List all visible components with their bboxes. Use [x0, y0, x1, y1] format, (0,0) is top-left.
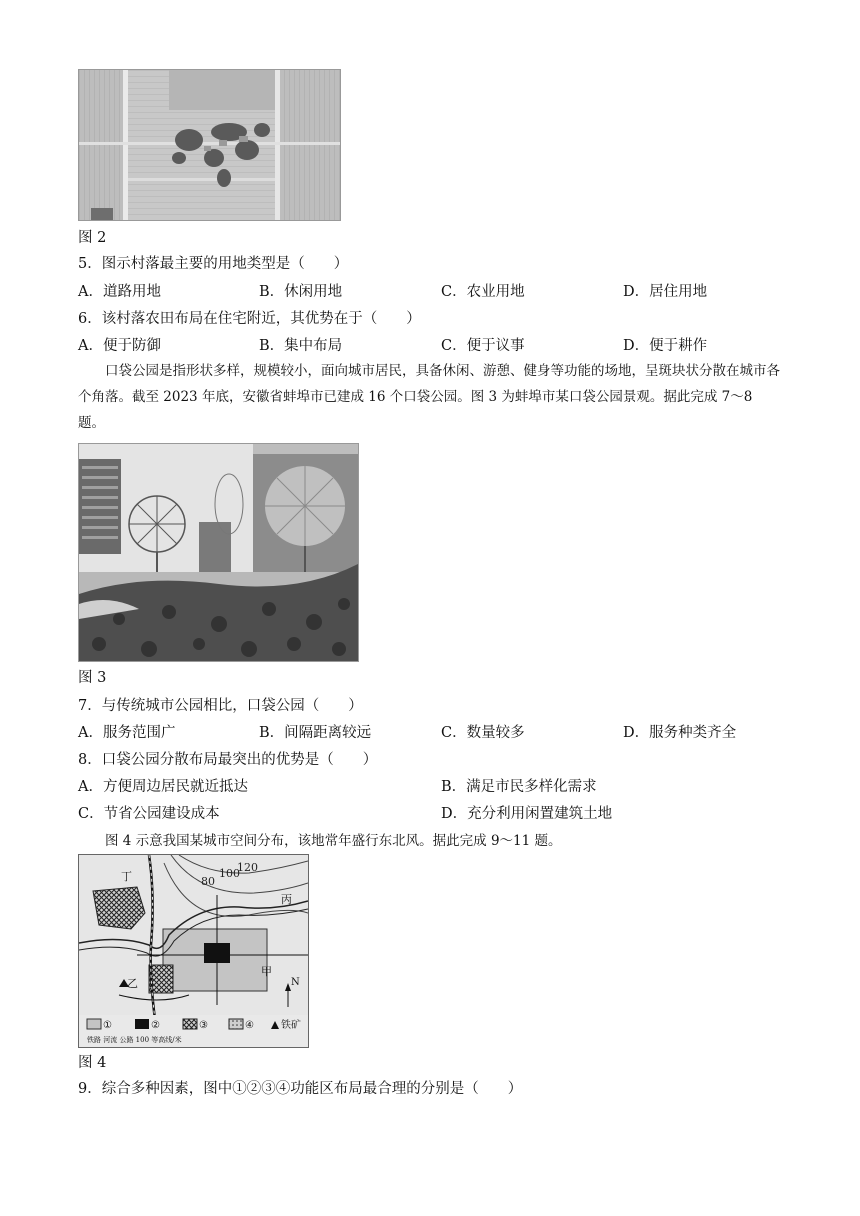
q5-option-d[interactable]: D．居住用地	[623, 284, 708, 300]
question-9-stem: 9．综合多种因素，图中①②③④功能区布局最合理的分别是（ ）	[78, 1081, 523, 1097]
legend-zone-4: ④	[245, 1020, 254, 1031]
legend-iron-mine: 铁矿	[281, 1020, 301, 1031]
q7-option-d[interactable]: D．服务种类齐全	[623, 725, 737, 741]
city-map-drawing	[79, 855, 308, 1047]
place-label-bing: 丙	[281, 893, 292, 906]
park-photo-drawing	[79, 444, 358, 661]
question-6-stem: 6．该村落农田布局在住宅附近，其优势在于（ ）	[78, 311, 421, 327]
legend-zone-1: ①	[103, 1020, 112, 1031]
q6-option-c[interactable]: C．便于议事	[441, 338, 525, 354]
figure-2-caption: 图 2	[78, 230, 107, 246]
question-7-stem: 7．与传统城市公园相比，口袋公园（ ）	[78, 698, 363, 714]
figure-3-park-photo	[78, 443, 359, 662]
contour-label-100: 100	[219, 867, 240, 880]
place-label-jia: 甲	[261, 965, 272, 978]
legend-zone-3: ③	[199, 1020, 208, 1031]
question-8-stem: 8．口袋公园分散布局最突出的优势是（ ）	[78, 752, 378, 768]
contour-label-120: 120	[237, 861, 258, 874]
north-label: N	[291, 977, 300, 988]
q7-option-b[interactable]: B．间隔距离较远	[259, 725, 372, 741]
q5-option-c[interactable]: C．农业用地	[441, 284, 525, 300]
q6-option-a[interactable]: A．便于防御	[78, 338, 161, 354]
q8-option-c[interactable]: C．节省公园建设成本	[78, 806, 220, 822]
figure-4-caption: 图 4	[78, 1055, 107, 1071]
q8-option-b[interactable]: B．满足市民多样化需求	[441, 779, 597, 795]
intro-paragraph-7-8: 口袋公园是指形状多样，规模较小，面向城市居民，具备休闲、游憩、健身等功能的场地，呈斑块状分散在城市各个角落。截至 2023 年底，安徽省蚌埠市已建成 16 个口袋公园。图 3 为蚌埠市某口袋公园景观。据此完成 7～8 题。	[78, 363, 780, 431]
legend-lines: 铁路 河流 公路 100 等高线/米	[87, 1036, 182, 1044]
figure-2-aerial-photo	[78, 69, 341, 221]
q5-option-a[interactable]: A．道路用地	[78, 284, 161, 300]
place-label-yi: 乙	[127, 977, 138, 990]
aerial-photo-drawing	[79, 70, 340, 220]
question-5-stem: 5．图示村落最主要的用地类型是（ ）	[78, 256, 349, 272]
q8-option-a[interactable]: A．方便周边居民就近抵达	[78, 779, 248, 795]
q6-option-d[interactable]: D．便于耕作	[623, 338, 708, 354]
figure-3-caption: 图 3	[78, 670, 107, 686]
place-label-ding: 丁	[121, 870, 132, 883]
figure-4-city-map	[78, 854, 309, 1048]
legend-zone-2: ②	[151, 1020, 160, 1031]
intro-paragraph-9-11: 图 4 示意我国某城市空间分布，该地常年盛行东北风。据此完成 9～11 题。	[105, 833, 562, 849]
q5-option-b[interactable]: B．休闲用地	[259, 284, 343, 300]
q6-option-b[interactable]: B．集中布局	[259, 338, 343, 354]
q8-option-d[interactable]: D．充分利用闲置建筑土地	[441, 806, 613, 822]
q7-option-c[interactable]: C．数量较多	[441, 725, 525, 741]
contour-label-80: 80	[201, 875, 215, 888]
q7-option-a[interactable]: A．服务范围广	[78, 725, 176, 741]
